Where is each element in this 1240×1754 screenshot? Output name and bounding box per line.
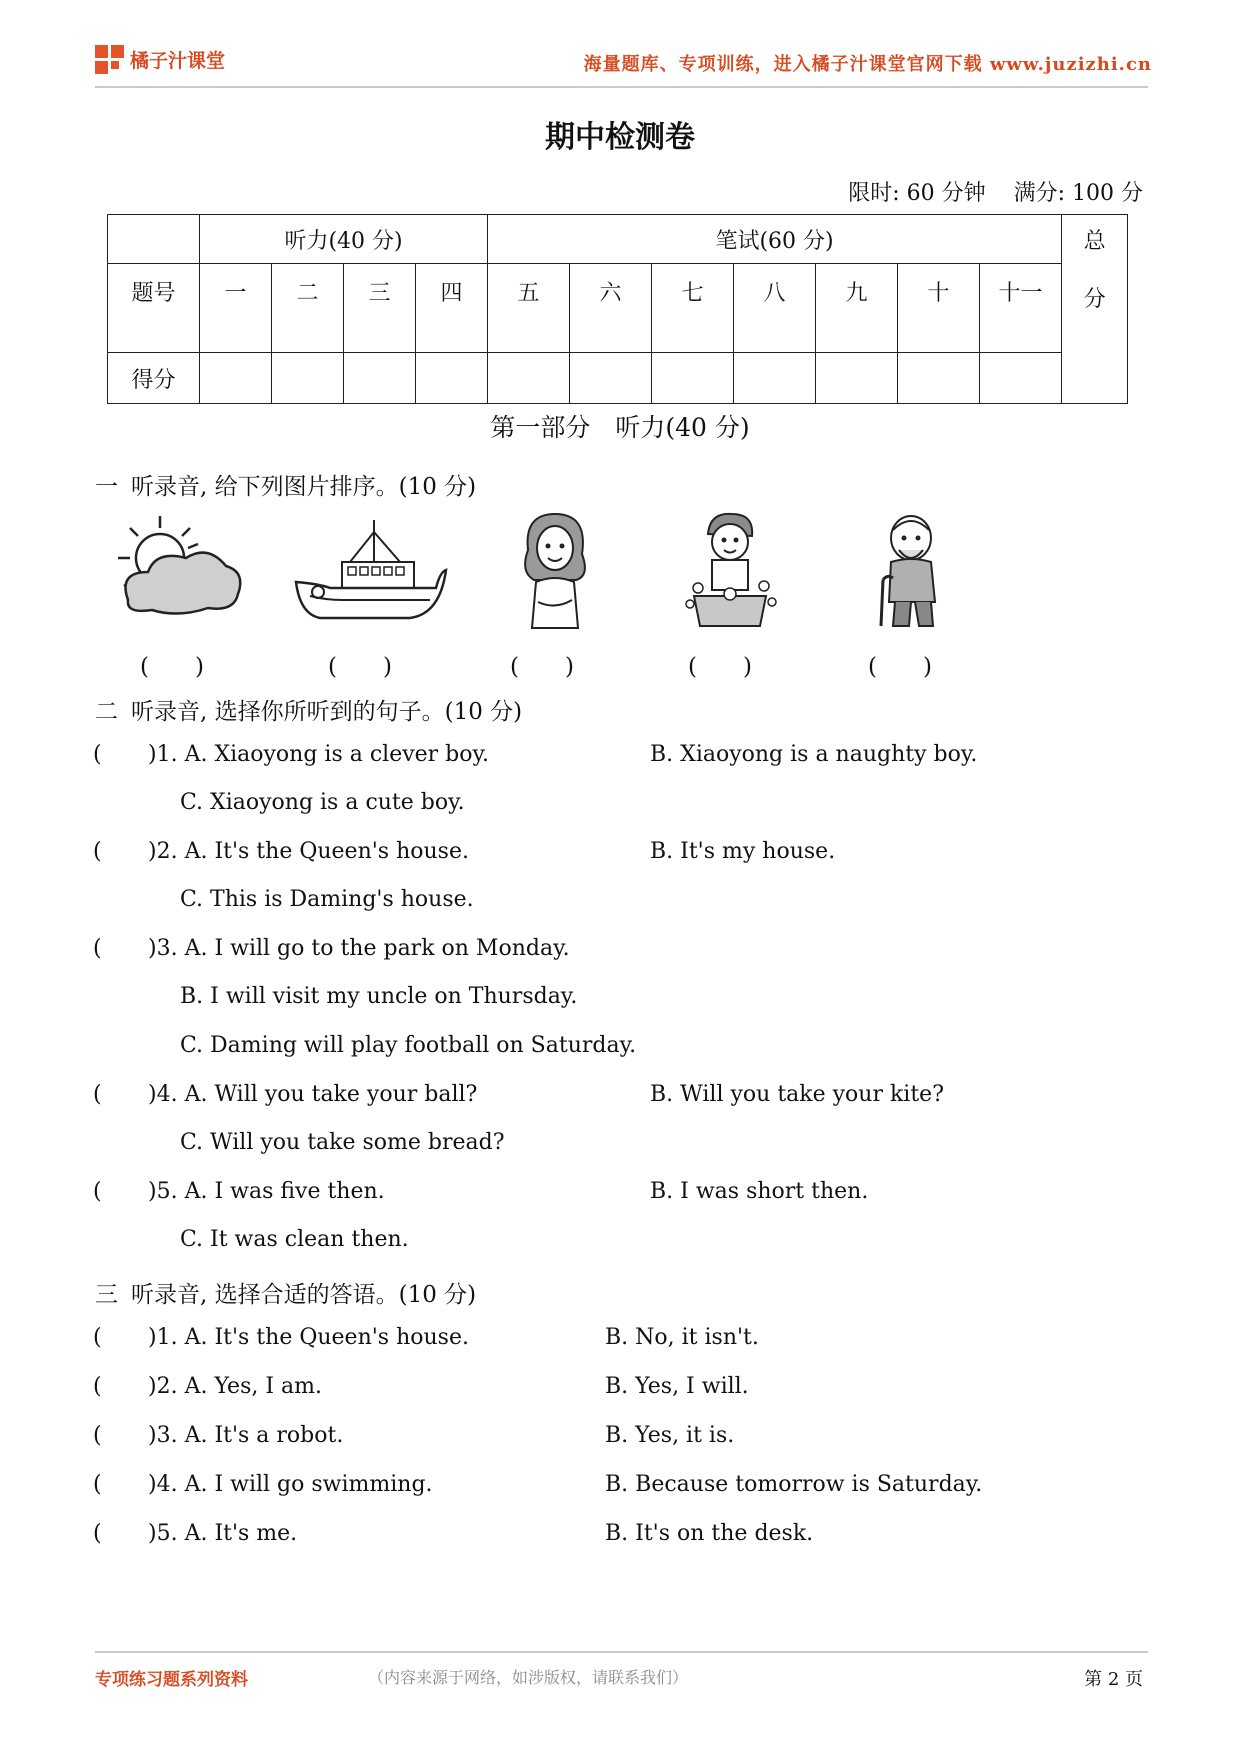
brand-name: 橘子汁课堂 [130, 50, 226, 72]
score-cell[interactable] [652, 353, 734, 404]
footer-disclaimer: （内容来源于网络，如涉版权，请联系我们） [368, 1668, 689, 1687]
question-item: ( )5. A. I was five then. B. I was short then. [93, 1179, 869, 1204]
answer-paren[interactable]: ( [93, 1374, 102, 1399]
question-item: ( )1. A. It's the Queen's house. B. No, it isn't. [93, 1325, 759, 1350]
score-cell[interactable] [898, 353, 980, 404]
col-number: 三 [344, 264, 416, 353]
page-number: 第 2 页 [1084, 1669, 1143, 1690]
boy-washing-icon [680, 510, 780, 630]
answer-paren[interactable]: ( [93, 1521, 102, 1546]
col-number: 十 [898, 264, 980, 353]
question-item: ( )3. A. I will go to the park on Monday. [93, 936, 570, 961]
question-item: ( )4. A. Will you take your ball? B. Will you take your kite? [93, 1082, 944, 1107]
listening-header: 听力(40 分) [200, 215, 488, 264]
col-number: 五 [488, 264, 570, 353]
old-man-icon [865, 510, 955, 630]
footer-series: 专项练习题系列资料 [95, 1670, 248, 1690]
question-item: ( )3. A. It's a robot. B. Yes, it is. [93, 1423, 735, 1448]
page-title: 期中检测卷 [545, 120, 695, 155]
col-number: 四 [416, 264, 488, 353]
option-c: C. It was clean then. [180, 1227, 409, 1252]
question-item: ( )5. A. It's me. B. It's on the desk. [93, 1521, 814, 1546]
score-cell[interactable] [488, 353, 570, 404]
section2-heading: 二 听录音, 选择你所听到的句子。(10 分) [95, 699, 523, 725]
score-cell[interactable] [570, 353, 652, 404]
brand-logo-icon [95, 45, 125, 75]
part1-title: 第一部分 听力(40 分) [490, 413, 750, 442]
row-label-number: 题号 [108, 264, 200, 353]
time-info: 限时: 60 分钟 满分: 100 分 [848, 181, 1143, 206]
answer-paren[interactable]: ( [93, 1423, 102, 1448]
question-item: ( )2. A. It's the Queen's house. B. It's my house. [93, 839, 836, 864]
col-number: 八 [734, 264, 816, 353]
col-number: 十一 [980, 264, 1062, 353]
score-cell[interactable] [344, 353, 416, 404]
header-slogan: 海量题库、专项训练，进入橘子汁课堂官网下载 www.juzizhi.cn [583, 54, 1152, 75]
ship-icon [290, 510, 450, 630]
question-item: ( )4. A. I will go swimming. B. Because tomorrow is Saturday. [93, 1472, 983, 1497]
row-label-score: 得分 [108, 353, 200, 404]
col-number: 一 [200, 264, 272, 353]
col-number: 九 [816, 264, 898, 353]
score-table [107, 214, 1128, 404]
table-corner-cell [108, 215, 200, 264]
writing-header: 笔试(60 分) [488, 215, 1062, 264]
score-cell[interactable] [200, 353, 272, 404]
sun-cloud-icon [108, 510, 248, 630]
answer-parens[interactable]: ( ) [688, 654, 752, 680]
option-c: C. Daming will play football on Saturday. [180, 1033, 637, 1058]
score-cell[interactable] [272, 353, 344, 404]
score-cell[interactable] [734, 353, 816, 404]
header-divider [95, 86, 1148, 88]
answer-parens[interactable]: ( ) [328, 654, 392, 680]
col-number: 七 [652, 264, 734, 353]
score-cell[interactable] [980, 353, 1062, 404]
section1-heading: 一 听录音, 给下列图片排序。(10 分) [95, 474, 477, 500]
answer-parens[interactable]: ( ) [868, 654, 932, 680]
question-item: ( )2. A. Yes, I am. B. Yes, I will. [93, 1374, 749, 1399]
answer-paren[interactable]: ( [93, 1179, 102, 1204]
score-cell[interactable] [816, 353, 898, 404]
answer-paren[interactable]: ( [93, 1082, 102, 1107]
answer-parens[interactable]: ( ) [140, 654, 204, 680]
score-cell[interactable] [416, 353, 488, 404]
option-c: C. This is Daming's house. [180, 887, 474, 912]
question-item: ( )1. A. Xiaoyong is a clever boy. B. Xiaoyong is a naughty boy. [93, 742, 978, 767]
col-number: 六 [570, 264, 652, 353]
footer-divider [95, 1651, 1148, 1653]
total-header: 总 分 [1062, 215, 1128, 404]
girl-icon [510, 510, 600, 630]
answer-paren[interactable]: ( [93, 1325, 102, 1350]
answer-paren[interactable]: ( [93, 936, 102, 961]
section3-heading: 三 听录音, 选择合适的答语。(10 分) [95, 1282, 477, 1308]
answer-paren[interactable]: ( [93, 1472, 102, 1497]
answer-paren[interactable]: ( [93, 742, 102, 767]
option-b: B. I will visit my uncle on Thursday. [180, 984, 578, 1009]
option-c: C. Will you take some bread? [180, 1130, 505, 1155]
answer-parens[interactable]: ( ) [510, 654, 574, 680]
answer-paren[interactable]: ( [93, 839, 102, 864]
option-c: C. Xiaoyong is a cute boy. [180, 790, 465, 815]
col-number: 二 [272, 264, 344, 353]
